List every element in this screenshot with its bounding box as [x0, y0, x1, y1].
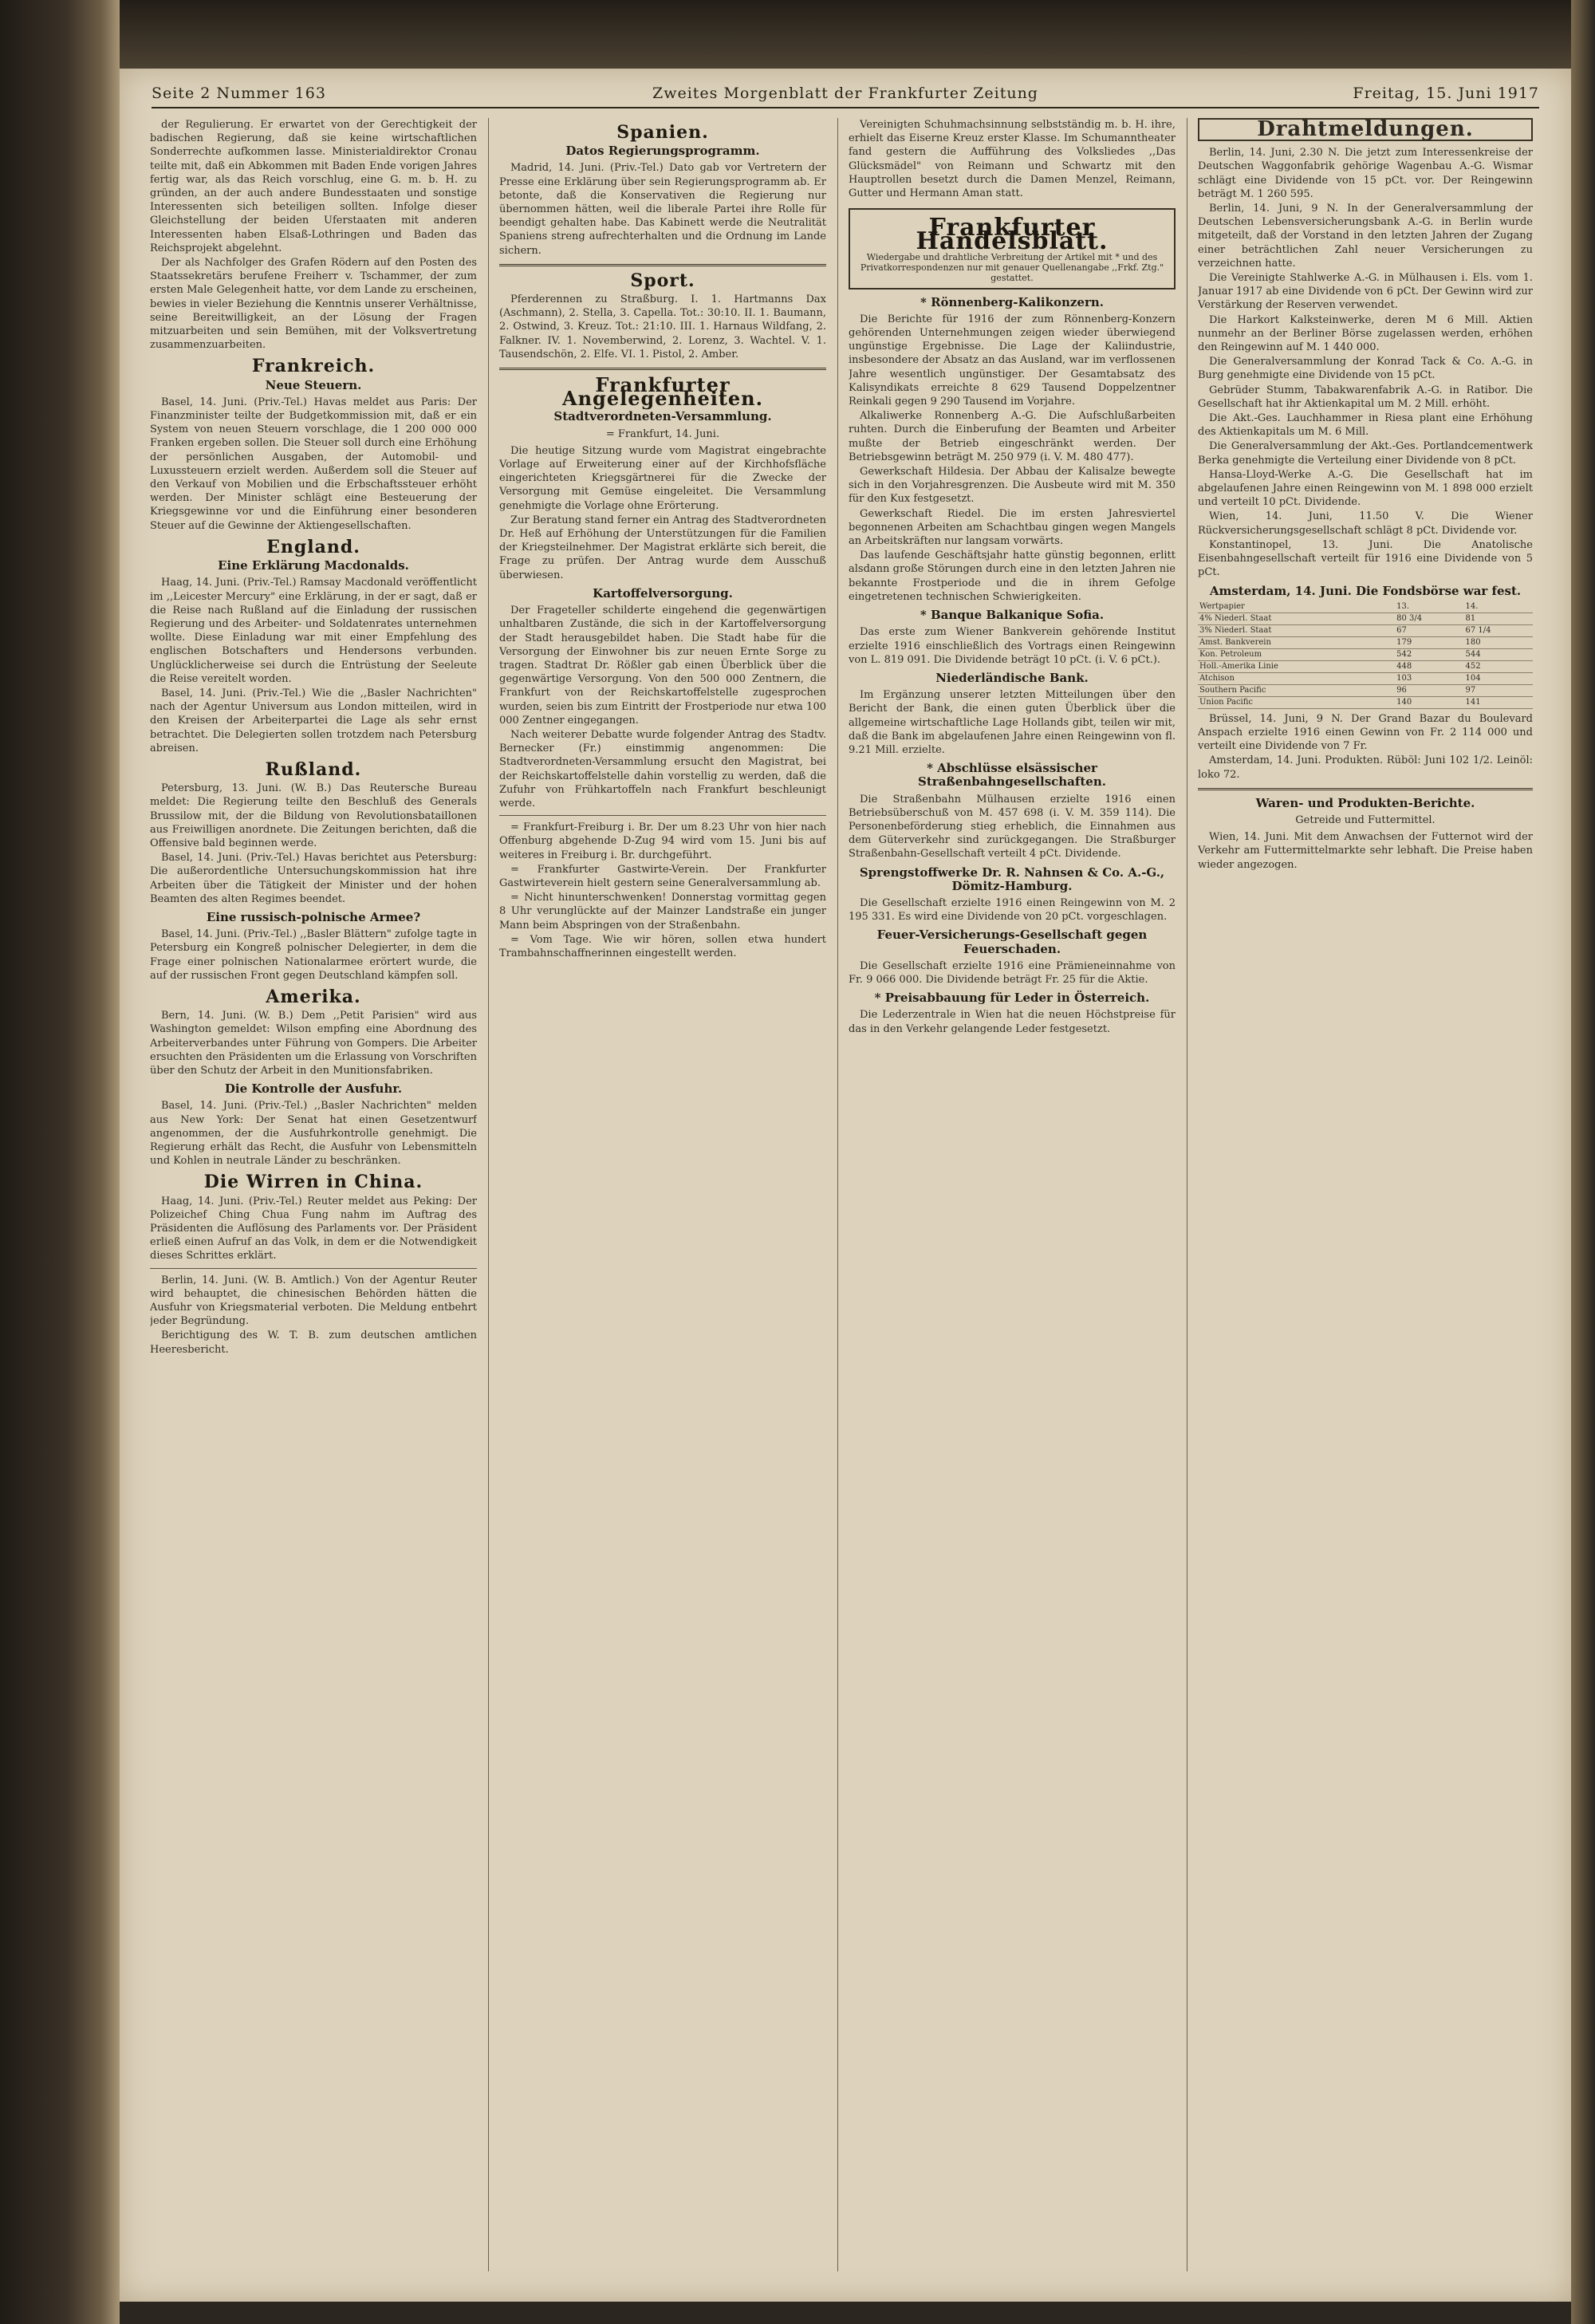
article-text: Im Ergänzung unserer letzten Mitteilungen über den Bericht der Bank, die einen guten Überblick über die allgemeine wirtschaftliche Lage Hollands gibt, teilen wir mit, daß die Bank im abgelaufenen Jahre einen Reingewinn von fl. 9.21 Mill. erzielte. [849, 689, 1176, 756]
section-heading-russland: Rußland. [265, 758, 362, 780]
subheading: Feuer-Versicherungs-Gesellschaft gegen Feuerschaden. [876, 928, 1148, 956]
article-text: Die Berichte für 1916 der zum Rönnenberg-Konzern gehörenden Unternehmungen zeigen wieder überwiegend ungünstige Ergebnisse. Die Lage der Kaliindustrie, insbesondere der Absatz an das Ausland, war im verflossenen Jahre wesentlich ungünstiger. Der Gesamtabsatz des Kalisyndikats erreichte 8 629 Tausend Doppelzentner Reinkali gegen 9 290 Tausend im Vorjahre. [849, 313, 1176, 408]
table-cell: Holl.-Amerika Linie [1198, 660, 1395, 672]
table-row [1198, 648, 1533, 660]
table-row [1198, 660, 1533, 672]
subheading: Stadtverordneten-Versammlung. [553, 409, 772, 424]
article-text: Basel, 14. Juni. (Priv.-Tel.) Havas berichtet aus Petersburg: Die außerordentliche Untersuchungskommission hat ihre Arbeiten über die Tätigkeit der Minister und der hohen Beamten des alten Regimes beendet. [150, 852, 477, 905]
article-text: Die heutige Sitzung wurde vom Magistrat eingebrachte Vorlage auf Erweiterung einer auf der Kirchhofsfläche eingerichteten Kriegsgärtnerei für die Zwecke der Versorgung mit Gemüse eingeleitet. Die Versammlung genehmigte die Vorlage ohne Erörterung. [499, 444, 826, 512]
article-text: Das erste zum Wiener Bankverein gehörende Institut erzielte 1916 einschließlich des Vortrags einen Reingewinn von L. 819 091. Die Dividende beträgt 10 pCt. (i. V. 6 pCt.). [849, 626, 1176, 666]
table-cell: Atchison [1198, 672, 1395, 684]
article-text: Die Straßenbahn Mülhausen erzielte 1916 einen Betriebsüberschuß von M. 457 698 (i. V. M. 359 114). Die Personenbeförderung stieg erheblich, die Einnahmen aus dem Güterverkehr sind zurückgegangen. Die Straßburger Straßenbahn-Gesellschaft verteilt 4 pCt. Dividende. [849, 793, 1176, 861]
table-cell: 180 [1464, 636, 1533, 648]
table-cell: 96 [1395, 684, 1463, 696]
masthead: Zweites Morgenblatt der Frankfurter Zeitung [652, 85, 1038, 102]
wire-item: Amsterdam, 14. Juni. Produkten. Rüböl: Juni 102 1/2. Leinöl: loko 72. [1198, 754, 1533, 781]
table-cell: 179 [1395, 636, 1463, 648]
wire-item: Wien, 14. Juni. Mit dem Anwachsen der Futternot wird der Verkehr am Futtermittelmarkte sehr lebhaft. Die Preise haben wieder angezogen. [1198, 831, 1533, 871]
wire-item: Hansa-Lloyd-Werke A.-G. Die Gesellschaft hat im abgelaufenen Jahre einen Reingewinn von M. 1 898 000 erzielt und verteilt 10 pCt. Dividende. [1198, 468, 1533, 509]
table-row [1198, 636, 1533, 648]
article-text: Pferderennen zu Straßburg. I. 1. Hartmanns Dax (Aschmann), 2. Stella, 3. Capella. Tot.: 30:10. II. 1. Baumann, 2. Ostwind, 3. Kreuz. Tot.: 21:10. III. 1. Harnaus Wildfang, 2. Falkner. IV. 1. Novemberwind, 2. Lorenz, 3. Wachtel. V. 1. Tausendschön, 2. Elfe. VI. 1. Pistol, 2. Amber. [499, 293, 826, 360]
article-text: Das laufende Geschäftsjahr hatte günstig begonnen, erlitt alsdann große Störungen durch eine in den letzten Jahren nie bekannte Frostperiode und die in ihrem Gefolge eingetretenen technischen Schwierigkeiten. [849, 549, 1176, 603]
table-cell: Amst. Bankverein [1198, 636, 1395, 648]
table-row [1198, 624, 1533, 636]
article-text: Basel, 14. Juni. (Priv.-Tel.) Havas meldet aus Paris: Der Finanzminister teilte der Budgetkommission mit, daß er ein System von neuen Steuern vorschlage, die 1 200 000 000 Franken ergeben sollen. Die Steuer soll durch eine Erhöhung der persönlichen Ausgaben, der Automobil- und Luxussteuern erzielt werden. Außerdem soll die Steuer auf den Verkauf von Mobilien und die Erbschaftssteuer erhöht werden. Der Minister schlägt eine Besteuerung der Kriegsgewinne vor und die Einführung einer besonderen Steuer auf die Gewinne der Aktiengesellschaften. [150, 396, 477, 532]
article-text: der Regulierung. Er erwartet von der Gerechtigkeit der badischen Regierung, daß sie keine wirtschaftlichen Sonderrechte aufkommen lasse. Ministerialdirektor Cronau teilte mit, daß ein Abkommen mit Baden Ende vorigen Jahres fertig war, als das Reich vorschlug, eine G. m. b. H. zu gründen, an der auch andere Bundesstaaten und sonstige Interessenten sich beteiligen sollten. Infolge dieser Gleichstellung der beiden Uferstaaten mit anderen Interessenten haben Elsaß-Lothringen und Baden das Reichsprojekt abgelehnt. [150, 119, 477, 254]
wire-item: Gebrüder Stumm, Tabakwarenfabrik A.-G. in Ratibor. Die Gesellschaft hat ihr Aktienkapital um M. 2 Mill. erhöht. [1198, 384, 1533, 410]
table-cell: 80 3/4 [1395, 613, 1463, 624]
subheading: Die Kontrolle der Ausfuhr. [224, 1081, 403, 1097]
book-binding-gutter [0, 0, 120, 2324]
table-cell: 448 [1395, 660, 1463, 672]
table-cell: 3% Niederl. Staat [1198, 624, 1395, 636]
wire-item: Wien, 14. Juni, 11.50 V. Die Wiener Rückversicherungsgesellschaft schlägt 8 pCt. Dividende vor. [1198, 510, 1533, 537]
table-cell: Union Pacific [1198, 696, 1395, 708]
subheading: Eine russisch-polnische Armee? [206, 909, 421, 924]
reprint-notice: Wiedergabe und drahtliche Verbreitung der Artikel mit * und des Privatkorrespondenzen nur mit genauer Quellenangabe ,,Frkf. Ztg." gestattet. [860, 251, 1164, 283]
table-cell: 67 [1395, 624, 1463, 636]
scan-top-edge [120, 0, 1571, 69]
article-text: Haag, 14. Juni. (Priv.-Tel.) Ramsay Macdonald veröffentlicht im ,,Leicester Mercury" eine Erklärung, in der er sagt, daß er die Reise nach Rußland auf die Einladung der russischen Regierung und des Arbeiter- und Soldatenrates unternehmen wollte. Diese Einladung war mit einer Empfehlung des englischen Botschafters und Hendersons verbunden. Unglücklicherweise sei durch die Entrüstung der Seeleute die Reise vereitelt worden. [150, 577, 477, 685]
section-heading-china: Die Wirren in China. [203, 1172, 423, 1193]
wire-item: Die Vereinigte Stahlwerke A.-G. in Mülhausen i. Els. vom 1. Januar 1917 ab eine Dividende von 6 pCt. Der Gewinn wird zur Verstärkung der Reserven verwendet. [1198, 272, 1533, 312]
table-cell: 97 [1464, 684, 1533, 696]
table-cell: 104 [1464, 672, 1533, 684]
wire-item: Berlin, 14. Juni, 2.30 N. Die jetzt zum Interessenkreise der Deutschen Waggonfabrik gehörige Wagenbau A.-G. Wismar schlägt eine Dividende von 15 pCt. vor. Der Reingewinn beträgt M. 1 260 595. [1198, 147, 1533, 200]
subheading: Kartoffelversorgung. [593, 585, 733, 601]
subheading: * Preisabbauung für Leder in Österreich. [874, 991, 1150, 1006]
section-heading-amerika: Amerika. [266, 986, 361, 1007]
table-header-row [1198, 601, 1533, 613]
subheading: Amsterdam, 14. Juni. Die Fondsbörse war fest. [1209, 583, 1522, 598]
news-item: = Frankfurt-Freiburg i. Br. Der um 8.23 Uhr von hier nach Offenburg abgehende D-Zug 94 wird vom 15. Juni bis auf weiteres in Freiburg i. Br. durchgeführt. [499, 821, 826, 861]
divider [1198, 788, 1533, 790]
column-2 [499, 118, 826, 2287]
subheading: Niederländische Bank. [935, 670, 1089, 685]
divider [150, 1268, 477, 1269]
subheading: * Rönnenberg-Kalikonzern. [920, 294, 1104, 309]
column-rule [837, 118, 838, 2271]
article-text: Basel, 14. Juni. (Priv.-Tel.) ,,Basler Blättern" zufolge tagte in Petersburg ein Kongreß polnischer Delegierter, in dem die Frage einer polnischen Nationalarmee erörtert wurde, die auf der russischen Front gegen Deutschland kämpfen soll. [150, 928, 477, 982]
table-cell: 81 [1464, 613, 1533, 624]
table-cell: 4% Niederl. Staat [1198, 613, 1395, 624]
table-cell: 140 [1395, 696, 1463, 708]
table-row [1198, 672, 1533, 684]
table-cell: 103 [1395, 672, 1463, 684]
subheading: Waren- und Produkten-Berichte. [1255, 795, 1475, 810]
news-item: = Frankfurter Gastwirte-Verein. Der Frankfurter Gastwirteverein hielt gestern seine Generalversammlung ab. [499, 863, 826, 889]
table-row [1198, 684, 1533, 696]
section-heading-spanien: Spanien. [616, 122, 709, 143]
article-text: Nach weiterer Debatte wurde folgender Antrag des Stadtv. Bernecker (Fr.) einstimmig angenommen: Die Stadtverordneten-Versammlung ersucht den Magistrat, bei der Reichskartoffelstelle dahin vorstellig zu werden, daß die Zufuhr von Frühkartoffeln nach Frankfurt beschleunigt werde. [499, 728, 826, 809]
table-cell: Kon. Petroleum [1198, 648, 1395, 660]
page-number: Seite 2 Nummer 163 [152, 85, 326, 102]
table-cell: Southern Pacific [1198, 684, 1395, 696]
subheading: Neue Steuern. [265, 377, 362, 392]
table-cell: 67 1/4 [1464, 624, 1533, 636]
section-heading-frankfurt: Frankfurter Angelegenheiten. [561, 373, 763, 411]
column-1 [150, 118, 477, 2287]
subheading: * Abschlüsse elsässischer Straßenbahngesellschaften. [918, 761, 1106, 790]
issue-date: Freitag, 15. Juni 1917 [1353, 85, 1539, 102]
article-text: Bern, 14. Juni. (W. B.) Dem ,,Petit Parisien" wird aus Washington gemeldet: Wilson empfing eine Abordnung des Arbeiterverbandes unter Führung von Gompers. Die Arbeiter ersuchten den Präsidenten um die Erlassung von Vorschriften über den Schutz der Arbeit in den Munitionsfabriken. [150, 1010, 477, 1077]
table-row [1198, 696, 1533, 708]
page-header [152, 83, 1539, 108]
article-text: Gewerkschaft Hildesia. Der Abbau der Kalisalze bewegte sich in den Vorjahresgrenzen. Die Ausbeute wird mit M. 350 für den Kux festgesetzt. [849, 466, 1176, 506]
wire-item: Die Generalversammlung der Konrad Tack & Co. A.-G. in Burg genehmigte eine Dividende von 15 pCt. [1198, 356, 1533, 382]
newspaper-page [120, 69, 1571, 2302]
divider [499, 368, 826, 370]
article-text: Basel, 14. Juni. (Priv.-Tel.) ,,Basler Nachrichten" melden aus New York: Der Senat hat einen Gesetzentwurf angenommen, der die Ausfuhrkontrolle genehmigt. Die Regierung erhält das Recht, die Ausfuhr von Lebensmitteln und Kohlen in neutrale Länder zu beschränken. [150, 1100, 477, 1168]
article-text: Die Gesellschaft erzielte 1916 eine Prämieneinnahme von Fr. 9 066 000. Die Dividende beträgt Fr. 25 für die Aktie. [849, 959, 1176, 986]
wire-item: Die Generalversammlung der Akt.-Ges. Portlandcementwerk Berka genehmigte die Verteilung einer Dividende von 8 pCt. [1198, 440, 1533, 467]
article-text: Zur Beratung stand ferner ein Antrag des Stadtverordneten Dr. Heß auf Erhöhung der Unterstützungen für die Familien der Kriegsteilnehmer. Der Magistrat erklärte sich bereit, die Frage zu prüfen. Der Antrag wurde dem Ausschuß überwiesen. [499, 514, 826, 581]
drahtmeldungen-title: Drahtmeldungen. [1257, 118, 1474, 141]
subheading: * Banque Balkanique Sofia. [920, 608, 1105, 623]
column-4 [1198, 118, 1533, 2287]
wire-item: Die Harkort Kalksteinwerke, deren M 6 Mill. Aktien nunmehr an der Berliner Börse zugelassen werden, erhöhen den Reingewinn auf M. 1 440 000. [1198, 313, 1533, 354]
divider [499, 264, 826, 266]
news-item: = Vom Tage. Wie wir hören, sollen etwa hundert Trambahnschaffnerinnen eingestellt werden. [499, 933, 826, 959]
table-header-cell: Wertpapier [1198, 601, 1395, 613]
table-cell: 542 [1395, 648, 1463, 660]
article-text: Basel, 14. Juni. (Priv.-Tel.) Wie die ,,Basler Nachrichten" nach der Agentur Universum aus London mitteilen, wird in den Kreisen der Arbeiterpartei die Lage als sehr ernst betrachtet. Die Delegierten sollen trotzdem nach Petersburg abreisen. [150, 687, 477, 754]
table-cell: 141 [1464, 696, 1533, 708]
subheading: Eine Erklärung Macdonalds. [218, 558, 409, 573]
article-text: Die Lederzentrale in Wien hat die neuen Höchstpreise für das in den Verkehr gelangende Leder festgesetzt. [849, 1009, 1176, 1035]
table-header-cell: 14. [1464, 601, 1533, 613]
table-cell: 544 [1464, 648, 1533, 660]
article-text: Gewerkschaft Riedel. Die im ersten Jahresviertel begonnenen Arbeiten am Schachtbau gingen wegen Mangels an Arbeitskräften nur langsam vorwärts. [849, 507, 1176, 548]
scan-right-edge [1571, 0, 1595, 2324]
article-text: Der als Nachfolger des Grafen Rödern auf den Posten des Staatssekretärs berufene Freiherr v. Tschammer, der zum ersten Male Gelegenheit hatte, vor dem Lande zu erscheinen, bewies in vieler Beziehung die Kenntnis unserer Verhältnisse, seine Bereitwilligkeit, an der Lösung der Fragen mitzuarbeiten und sein Bemühen, mit der Volksvertretung zusammenzuarbeiten. [150, 257, 477, 352]
subheading: Getreide und Futtermittel. [1295, 813, 1436, 826]
wire-item: Berlin, 14. Juni, 9 N. In der Generalversammlung der Deutschen Lebensversicherungsbank A.-G. in Berlin wurde mitgeteilt, daß der Vorstand in den letzten Jahren der Zugang einer beträchtlichen Zahl neuer Versicherungen zu verzeichnen hatte. [1198, 203, 1533, 270]
subheading: Sprengstoffwerke Dr. R. Nahnsen & Co. A.-G., Dömitz-Hamburg. [859, 865, 1165, 893]
handelsblatt-masthead [849, 208, 1176, 289]
stock-quote-table [1198, 601, 1533, 709]
handelsblatt-title: Frankfurter Handelsblatt. [916, 214, 1109, 256]
table-header-cell: 13. [1395, 601, 1463, 613]
table-cell: 452 [1464, 660, 1533, 672]
section-heading-england: England. [266, 536, 360, 557]
section-heading-frankreich: Frankreich. [251, 356, 376, 377]
divider [499, 815, 826, 816]
article-text: Madrid, 14. Juni. (Priv.-Tel.) Dato gab vor Vertretern der Presse eine Erklärung über sein Regierungsprogramm ab. Er betonte, daß die Konservativen die Regierung nur übernommen hätten, weil die liberale Partei ihre Rolle für beendigt gehalten habe. Das Kabinett werde die Neutralität Spaniens streng aufrechterhalten und die Ordnung im Lande sichern. [499, 162, 826, 257]
article-text: Alkaliwerke Ronnenberg A.-G. Die Aufschlußarbeiten ruhten. Durch die Einberufung der Beamten und Arbeiter mußte der Betrieb eingeschränkt werden. Der Betriebsgewinn beträgt M. 250 979 (i. V. M. 480 477). [849, 410, 1176, 463]
news-item: = Nicht hinunterschwenken! Donnerstag vormittag gegen 8 Uhr verunglückte auf der Mainzer Landstraße ein junger Mann beim Abspringen von der Straßenbahn. [499, 892, 826, 932]
article-text: Die Gesellschaft erzielte 1916 einen Reingewinn von M. 2 195 331. Es wird eine Dividende von 20 pCt. vorgeschlagen. [849, 896, 1176, 924]
column-rule [488, 118, 489, 2271]
wire-item: Konstantinopel, 13. Juni. Die Anatolische Eisenbahngesellschaft verteilt für 1916 eine Dividende von 5 pCt. [1198, 538, 1533, 579]
stock-quote-rows [1198, 613, 1533, 708]
article-text: Berichtigung des W. T. B. zum deutschen amtlichen Heeresbericht. [150, 1329, 477, 1356]
drahtmeldungen-box [1198, 118, 1533, 141]
article-text: Petersburg, 13. Juni. (W. B.) Das Reutersche Bureau meldet: Die Regierung teilte den Beschluß des Generals Brussilow mit, der die Bildung von Revolutionsbataillonen aus Freiwilligen anordnete. Die Zeitungen berichten, daß die Offensive bald beginnen werde. [150, 782, 477, 849]
article-text: Berlin, 14. Juni. (W. B. Amtlich.) Von der Agentur Reuter wird behauptet, die chinesischen Behörden hätten die Ausfuhr von Kriegsmaterial verboten. Die Meldung entbehrt jeder Begründung. [150, 1274, 477, 1328]
article-text: Der Frageteller schilderte eingehend die gegenwärtigen unhaltbaren Zustände, die sich in der Kartoffelversorgung der Stadt herausgebildet haben. Die Stadt habe für die Versorgung der Einwohner bis zur neuen Ernte Sorge zu tragen. Stadtrat Dr. Rößler gab einen Überblick über die gegenwärtige Versorgung. Von den 500 000 Zentnern, die Frankfurt von der Reichskartoffelstelle zugesprochen wurden, seien bis zum Eintritt der Frostperiode nur etwa 100 000 Zentner eingegangen. [499, 605, 826, 727]
wire-item: Die Akt.-Ges. Lauchhammer in Riesa plant eine Erhöhung des Aktienkapitals um M. 6 Mill. [1198, 412, 1533, 439]
table-row [1198, 613, 1533, 624]
section-heading-sport: Sport. [630, 270, 695, 291]
article-text: Haag, 14. Juni. (Priv.-Tel.) Reuter meldet aus Peking: Der Polizeichef Ching Chua Fung nahm im Auftrag des Präsidenten die Auflösung des Parlaments vor. Der Präsident erließ einen Aufruf an das Volk, in dem er die Notwendigkeit dieses Schrittes erklärt. [150, 1195, 477, 1262]
article-text: Vereinigten Schuhmachsinnung selbstständig m. b. H. ihre, erhielt das Eiserne Kreuz erster Klasse. Im Schumanntheater fand gestern die Aufführung des Volksliedes ,,Das Glücksmädel" von Reimann und Schwartz mit den Hauptrollen besetzt durch die Damen Menzel, Reimann, Gutter und Hermann Aman statt. [849, 119, 1176, 200]
subheading: Datos Regierungsprogramm. [565, 144, 760, 159]
dateline: = Frankfurt, 14. Juni. [605, 427, 720, 440]
column-3 [849, 118, 1176, 2287]
wire-item: Brüssel, 14. Juni, 9 N. Der Grand Bazar du Boulevard Anspach erzielte 1916 einen Gewinn von Fr. 2 114 000 und verteilt eine Dividende von 7 Fr. [1198, 712, 1533, 753]
